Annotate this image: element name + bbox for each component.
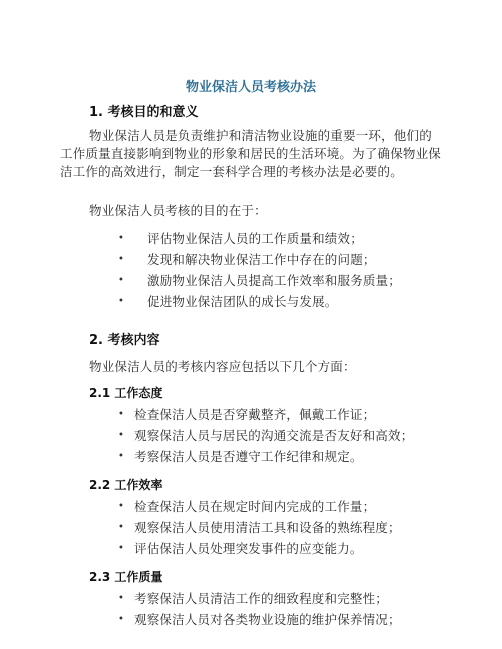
bullet-icon: • [118, 430, 125, 441]
subsection-2-1-heading: 2.1 工作态度 [89, 386, 163, 400]
bullet-icon: • [118, 543, 125, 554]
document-title: 物业保洁人员考核办法 [185, 80, 316, 95]
bullet-icon: • [118, 614, 125, 625]
subsection-2-3-heading: 2.3 工作质量 [89, 570, 163, 584]
section-1-paragraph: 物业保洁人员是负责维护和清洁物业设施的重要一环，他们的工作质量直接影响到物业的形象和居民的生活环境。为了确保物业保洁工作的高效进行，制定一套科学合理的考核办法是必要的。 [60, 128, 442, 179]
bullet-icon: • [118, 409, 125, 420]
section-2-intro: 物业保洁人员的考核内容应包括以下几个方面： [89, 359, 356, 374]
bullet-icon: • [118, 593, 125, 604]
bullet-icon: • [118, 233, 125, 244]
subsection-2-2-heading: 2.2 工作效率 [89, 478, 163, 492]
section-2-heading: 2. 考核内容 [89, 333, 160, 348]
bullet-icon: • [118, 501, 125, 512]
document-page: 物业保洁人员考核办法 1. 考核目的和意义 物业保洁人员是负责维护和清洁物业设施的重要一环，他们的工作质量直接影响到物业的形象和居民的生活环境。为了确保物业保洁工作的高效进行，制定一套科学合理的考核办法是必要的。 物业保洁人员考核的目的在于： • 评估物业保洁人员的工作质量和绩效； • 发现和解决物业保洁工作中存在的问题； • 激励物业保洁人员提高工作效率和服务质量； • 促进物业保洁团队的成长与发展。 2. 考核内容 物业保洁人员的考核内容应包括以下几个方面： 2.1 工作态度 • 检查保洁人员是否穿戴整齐，佩戴工作证； • 观察保洁人员与居民的沟通交流是否友好和高效； • 考察保洁人员是否遵守工作纪律和规定。 2.2 工作效率 • 检查保洁人员在规定时间内完成的工作量； • 观察保洁人员使用清洁工具和设备的熟练程度； • 评估保洁人员处理突发事件的应变能力。 2.3 工作质量 • 考察保洁人员清洁工作的细致程度和完整性； • 观察保洁人员对各类物业设施的维护保养情况； [0, 0, 502, 649]
bullet-icon: • [118, 275, 125, 286]
section-1-heading: 1. 考核目的和意义 [89, 105, 199, 120]
bullet-icon: • [118, 254, 125, 265]
section-1-intro: 物业保洁人员考核的目的在于： [89, 203, 267, 218]
bullet-icon: • [118, 451, 125, 462]
bullet-icon: • [118, 296, 125, 307]
bullet-icon: • [118, 522, 125, 533]
